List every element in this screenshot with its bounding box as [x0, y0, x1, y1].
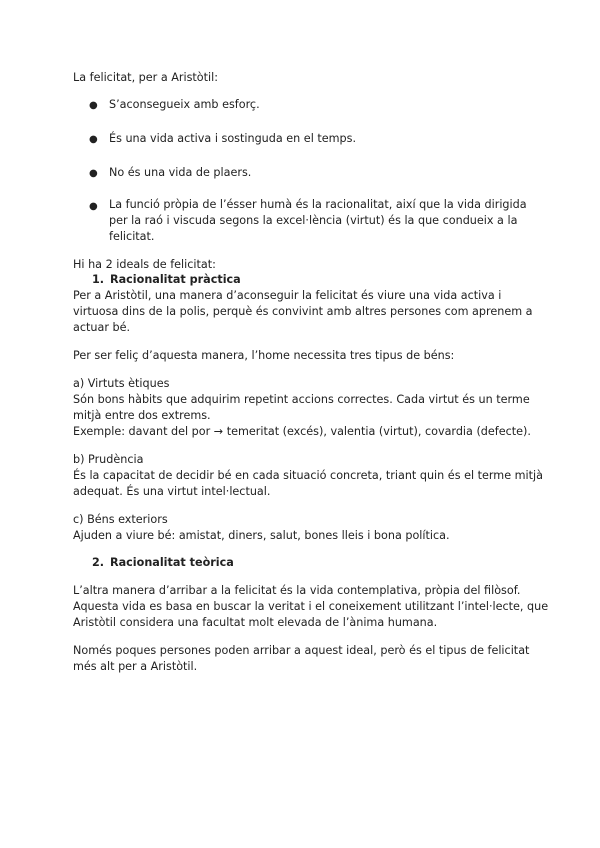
bullet-item-2: És una vida activa i sostinguda en el temps. — [109, 132, 357, 145]
virtuts-etiques-line-1: Són bons hàbits que adquirim repetint accions correctes. Cada virtut és un terme — [73, 393, 530, 406]
prudencia-line-1: És la capacitat de decidir bé en cada situació concreta, triant quin és el terme mitjà — [73, 469, 543, 482]
section-2-number: 2. — [92, 556, 105, 569]
bullet-dot-icon: ● — [89, 201, 98, 212]
prudencia-line-2: adequat. És una virtut intel·lectual. — [73, 485, 271, 498]
bens-exteriors-line-1: Ajuden a viure bé: amistat, diners, salut, bones lleis i bona política. — [73, 529, 450, 542]
bullet-dot-icon: ● — [89, 134, 98, 145]
section-2-para-1-line-3: Aristòtil considera una facultat molt elevada de l’ànima humana. — [73, 616, 438, 629]
section-1-para-2: Per ser feliç d’aquesta manera, l’home necessita tres tipus de béns: — [73, 349, 455, 362]
section-1-para-1-line-1: Per a Aristòtil, una manera d’aconseguir la felicitat és viure una vida activa i — [73, 289, 502, 302]
section-1-para-1-line-2: virtuosa dins de la polis, perquè és convivint amb altres persones com aprenem a — [73, 305, 533, 318]
section-2-para-2-line-1: Només poques persones poden arribar a aquest ideal, però és el tipus de felicitat — [73, 644, 530, 657]
bullet-item-3: No és una vida de plaers. — [109, 166, 252, 179]
bullet-dot-icon: ● — [89, 168, 98, 179]
bullet-item-4-line-3: felicitat. — [109, 230, 155, 243]
section-2-title: Racionalitat teòrica — [110, 556, 234, 569]
bullet-item-4-line-1: La funció pròpia de l’ésser humà és la racionalitat, així que la vida dirigida — [109, 198, 527, 211]
section-1-para-1-line-3: actuar bé. — [73, 321, 131, 334]
virtuts-etiques-title: a) Virtuts ètiques — [73, 377, 170, 390]
virtuts-etiques-line-2: mitjà entre dos extrems. — [73, 409, 211, 422]
section-2-para-1-line-2: Aquesta vida es basa en buscar la veritat i el coneixement utilitzant l’intel·lecte, que — [73, 600, 549, 613]
bullet-item-4-line-2: per la raó i viscuda segons la excel·lència (virtut) és la que condueix a la — [109, 214, 518, 227]
prudencia-title: b) Prudència — [73, 453, 144, 466]
bullet-dot-icon: ● — [89, 100, 98, 111]
ideals-intro: Hi ha 2 ideals de felicitat: — [73, 258, 216, 271]
virtuts-etiques-line-3: Exemple: davant del por → temeritat (excés), valentia (virtut), covardia (defecte). — [73, 425, 531, 438]
section-2-para-1-line-1: L’altra manera d’arribar a la felicitat és la vida contemplativa, pròpia del filòsof. — [73, 584, 521, 597]
section-2-para-2-line-2: més alt per a Aristòtil. — [73, 660, 198, 673]
section-1-number: 1. — [92, 273, 105, 286]
intro-line: La felicitat, per a Aristòtil: — [73, 71, 219, 84]
bullet-item-1: S’aconsegueix amb esforç. — [109, 98, 260, 111]
section-1-title: Racionalitat pràctica — [110, 273, 241, 286]
bens-exteriors-title: c) Béns exteriors — [73, 513, 168, 526]
